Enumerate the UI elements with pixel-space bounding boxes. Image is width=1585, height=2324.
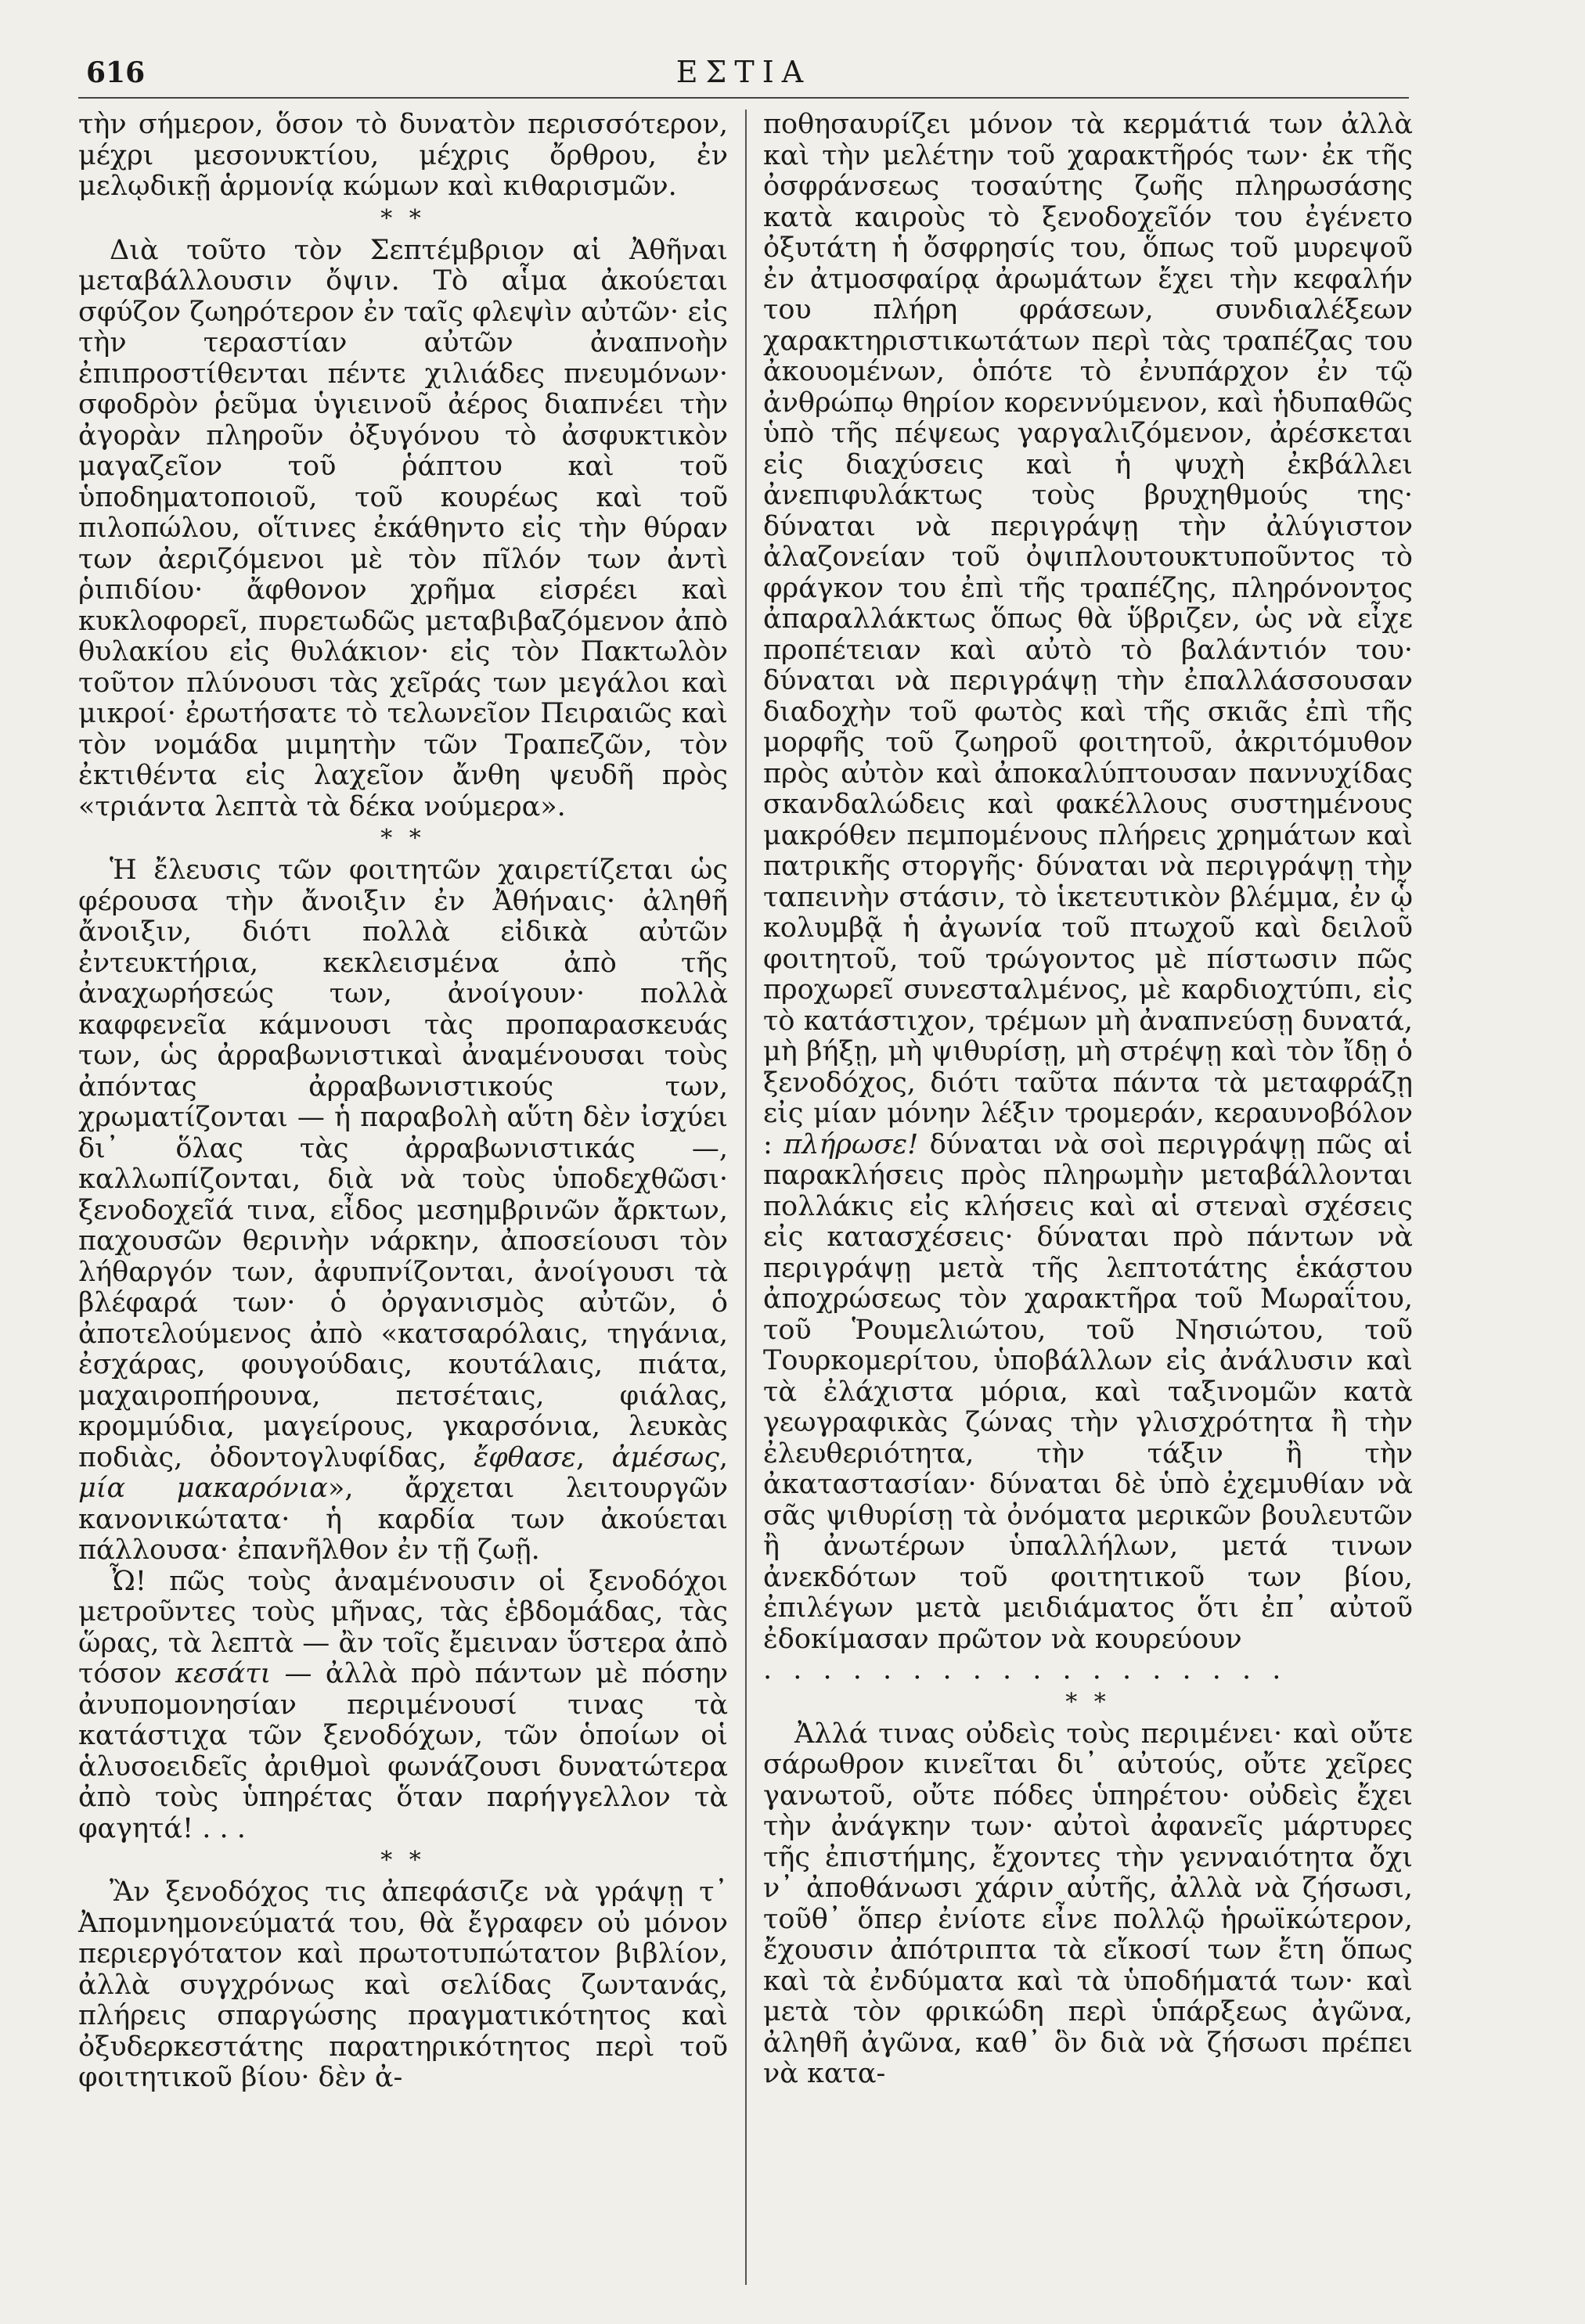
section-separator: * * xyxy=(380,1847,426,1874)
header-rule xyxy=(78,97,1409,99)
text-run: Ὦ! πῶς τοὺς ἀναμένουσιν οἱ ξενοδόχοι μετροῦντες τοὺς μῆνας, τὰς ἑβδομάδας, τὰς ὥρας, τὰ λεπτὰ — ἂν τοῖς ἔμειναν ὕστερα ἀπὸ τόσον xyxy=(78,1565,728,1689)
italic-text: ἔφθασε xyxy=(474,1441,576,1473)
text-run: δύναται νὰ σοὶ περιγράψῃ πῶς αἱ παρακλήσεις πρὸς πληρωμὴν μεταβάλλονται πολλάκις εἰς κλήσεις καὶ αἱ στεναὶ σχέσεις εἰς κατασχέσεις· δύναται πρὸ πάντων νὰ περιγράψῃ μετὰ τῆς λεπτοτάτης ἑκάστου ἀποχρώσεως τὸν χαρακτῆρα τοῦ Μωραΐτου, τοῦ Ῥουμελιώτου, τοῦ Νησιώτου, τοῦ Τουρκομερίτου, ὑποβάλλων εἰς ἀνάλυσιν καὶ τὰ ἐλάχιστα μόρια, καὶ ταξινομῶν κατὰ γεωγραφικὰς ζώνας τὴν γλισχρότητα ἢ τὴν ἐλευθεριότητα, τὴν τάξιν ἢ τὴν ἀκαταστασίαν· δύναται δὲ ὑπὸ ἐχεμυθίαν νὰ σᾶς ψιθυρίσῃ τὰ ὀνόματα μερικῶν βουλευτῶν ἢ ἀνωτέρων ὑπαλλήλων, μετά τινων ἀνεκδότων τοῦ φοιτητικοῦ των βίου, ἐπιλέγων μετὰ μειδιάματος ὅτι ἐπ᾽ αὐτοῦ ἐδοκίμασαν πρῶτον νὰ κουρεύουν xyxy=(763,1128,1413,1655)
text-run: , xyxy=(575,1441,612,1473)
italic-text: κεσάτι xyxy=(175,1658,272,1689)
left-paragraph-5: Ἂν ξενοδόχος τις ἀπεφάσιζε νὰ γράψῃ τ᾽ Ἀπομνημονεύματά του, θὰ ἔγραφεν οὐ μόνον περιεργότατον καὶ πρωτοτυπώτατον βιβλίον, ἀλλὰ συγχρόνως καὶ σελίδας ζωντανάς, πλήρεις σπαργώσης πραγματικότητος καὶ ὀξυδερκεστάτης παρατηρικότητος περὶ τοῦ φοιτητικοῦ βίου· δὲν ἀ- xyxy=(78,1876,728,2093)
italic-text: πλήρωσε! xyxy=(783,1128,919,1160)
right-paragraph-2: Ἀλλά τινας οὐδεὶς τοὺς περιμένει· καὶ οὔτε σάρωθρον κινεῖται δι᾽ αὐτούς, οὔτε χεῖρες γανωτοῦ, οὔτε πόδες ὑπηρέτου· οὐδεὶς ἔχει τὴν ἀνάγκην των· αὐτοὶ ἀφανεῖς μάρτυρες τῆς ἐπιστήμης, ἔχοντες τὴν γενναιότητα ὄχι ν᾽ ἀποθάνωσι χάριν αὐτῆς, ἀλλὰ νὰ ζήσωσι, τοῦθ᾽ ὅπερ ἐνίοτε εἶνε πολλῷ ἡρωϊκώτερον, ἔχουσιν ἀπότριπτα τὰ εἴκοσί των ἔτη ὅπως καὶ τὰ ἐνδύματα καὶ τὰ ὑποδήματά των· καὶ μετὰ τὸν φρικώδη περὶ ὑπάρξεως ἀγῶνα, ἀληθῆ ἀγῶνα, καθ᾽ ὃν διὰ νὰ ζήσωσι πρέπει νὰ κατα- xyxy=(763,1718,1413,2089)
right-paragraph-1 xyxy=(763,110,1413,1655)
section-separator: * * xyxy=(380,825,426,852)
ellipsis-line: . . . . . . . . . . . . . . . . . . xyxy=(763,1654,1288,1685)
italic-text: μία μακαρόνια xyxy=(78,1473,328,1504)
text-run: », ἄρχεται λειτουργῶν κανονικώτατα· ἡ καρδία των ἀκούεται πάλλουσα· ἐπανῆλθον ἐν τῇ ζωῇ. xyxy=(78,1473,729,1566)
text-run: , xyxy=(719,1441,728,1473)
page-header xyxy=(78,47,1409,110)
section-separator: * * xyxy=(1065,1688,1111,1716)
page-number: 616 xyxy=(86,56,146,89)
left-column xyxy=(78,110,728,2094)
left-paragraph-4 xyxy=(78,1567,728,1845)
text-run: — ἀλλὰ πρὸ πάντων μὲ πόσην ἀνυπομονησίαν περιμένουσί τινας τὰ κατάστιχα τῶν ξενοδόχων, τῶν ὁποίων οἱ ἁλυσοειδεῖς ἀριθμοὶ φωνάζουσι δυνατώτερα ἀπὸ τοὺς ὑπηρέτας ὅταν παρήγγελλον τὰ φαγητά! . . . xyxy=(78,1658,728,1844)
running-head: ΕΣΤΙΑ xyxy=(675,55,812,89)
left-paragraph-3 xyxy=(78,855,728,1567)
text-run: Ἡ ἔλευσις τῶν φοιτητῶν χαιρετίζεται ὡς φέρουσα τὴν ἄνοιξιν ἐν Ἀθήναις· ἀληθῆ ἄνοιξιν, διότι πολλὰ εἰδικὰ αὐτῶν ἐντευκτήρια, κεκλεισμένα ἀπὸ τῆς ἀναχωρήσεώς των, ἀνοίγουν· πολλὰ καφφενεῖα κάμνουσι τὰς προπαρασκευάς των, ὡς ἀρραβωνιστικαὶ ἀναμένουσαι τοὺς ἀπόντας ἀρραβωνιστικούς των, χρωματίζονται — ἡ παραβολὴ αὕτη δὲν ἰσχύει δι᾽ ὅλας τὰς ἀρραβωνιστικάς —, καλλωπίζονται, διὰ νὰ τοὺς ὑποδεχθῶσι· ξενοδοχεῖά τινα, εἶδος μεσημβρινῶν ἄρκτων, παχουσῶν θερινὴν νάρκην, ἀποσείουσι τὸν λήθαργόν των, ἀφυπνίζονται, ἀνοίγουσι τὰ βλέφαρά των· ὁ ὀργανισμὸς αὐτῶν, ὁ ἀποτελούμενος ἀπὸ «κατσαρόλαις, τηγάνια, ἐσχάρας, φουγούδαις, κουτάλαις, πιάτα, μαχαιροπήρουνα, πετσέταις, φιάλας, κρομμύδια, μαγείρους, γκαρσόνια, λευκὰς ποδιὰς, ὀδοντογλυφίδας, xyxy=(78,854,728,1473)
section-separator: * * xyxy=(380,204,426,232)
column-divider xyxy=(745,110,747,2285)
left-paragraph-1: τὴν σήμερον, ὅσον τὸ δυνατὸν περισσότερον, μέχρι μεσονυκτίου, μέχρις ὄρθρου, ἐν μελῳδικῇ ἁρμονίᾳ κώμων καὶ κιθαρισμῶν. xyxy=(78,109,728,202)
left-paragraph-2: Διὰ τοῦτο τὸν Σεπτέμβριον αἱ Ἀθῆναι μεταβάλλουσιν ὄψιν. Τὸ αἷμα ἀκούεται σφύζον ζωηρότερον ἐν ταῖς φλεψὶν αὐτῶν· εἰς τὴν τεραστίαν αὐτῶν ἀναπνοὴν ἐπιπροστίθενται πέντε χιλιάδες πνευμόνων· σφοδρὸν ῥεῦμα ὑγιεινοῦ ἀέρος διαπνέει τὴν ἀγορὰν πληροῦν ὀξυγόνου τὸ ἀσφυκτικὸν μαγαζεῖον τοῦ ῥάπτου καὶ τοῦ ὑποδηματοποιοῦ, τοῦ κουρέως καὶ τοῦ πιλοπώλου, οἵτινες ἐκάθηντο εἰς τὴν θύραν των ἀεριζόμενοι μὲ τὸν πῖλόν των ἀντὶ ῥιπιδίου· ἄφθονον χρῆμα εἰσρέει καὶ κυκλοφορεῖ, πυρετωδῶς μεταβιβαζόμενον ἀπὸ θυλακίου εἰς θυλάκιον· εἰς τὸν Πακτωλὸν τοῦτον πλύνουσι τὰς χεῖράς των μεγάλοι καὶ μικροί· ἐρωτήσατε τὸ τελωνεῖον Πειραιῶς καὶ τὸν νομάδα μιμητὴν τῶν Τραπεζῶν, τὸν ἐκτιθέντα εἰς λαχεῖον ἄνθη ψευδῆ πρὸς «τριάντα λεπτὰ τὰ δέκα νούμερα». xyxy=(78,234,728,822)
text-run: ποθησαυρίζει μόνον τὰ κερμάτιά των ἀλλὰ καὶ τὴν μελέτην τοῦ χαρακτῆρός των· ἐκ τῆς ὀσφράνσεως τοσαύτης ζωῆς πληρωσάσης κατὰ καιροὺς τὸ ξενοδοχεῖόν του ἐγένετο ὀξυτάτη ἡ ὄσφρησίς του, ὅπως τοῦ μυρεψοῦ ἐν ἀτμοσφαίρᾳ ἀρωμάτων ἔχει τὴν κεφαλήν του πλήρη φράσεων, συνδιαλέξεων χαρακτηριστικωτάτων περὶ τὰς τραπέζας του ἀκουομένων, ὁπότε τὸ ἐνυπάρχον ἐν τῷ ἀνθρώπῳ θηρίον κορεννύμενον, καὶ ἡδυπαθῶς ὑπὸ τῆς πέψεως γαργαλιζόμενον, ἀρέσκεται εἰς διαχύσεις καὶ ἡ ψυχὴ ἐκβάλλει ἀνεπιφυλάκτως τοὺς βρυχηθμούς της· δύναται νὰ περιγράψῃ τὴν ἀλύγιστον ἀλαζονείαν τοῦ ὀψιπλουτουκτυποῦντος τὸ φράγκον του ἐπὶ τῆς τραπέζης, πληρόνοντος ἀπαραλλάκτως ὅπως θὰ ὕβριζεν, ὡς νὰ εἶχε προπέτειαν καὶ αὐτὸ τὸ βαλάντιόν του· δύναται νὰ περιγράψῃ τὴν ἐπαλλάσσουσαν διαδοχὴν τοῦ φωτὸς καὶ τῆς σκιᾶς ἐπὶ τῆς μορφῆς τοῦ ζωηροῦ φοιτητοῦ, ἀκριτόμυθον πρὸς αὐτὸν καὶ ἀποκαλύπτουσαν παννυχίδας σκανδαλώδεις καὶ φακέλλους συστημένους μακρόθεν πεμπομένους πλήρεις χρημάτων καὶ πατρικῆς στοργῆς· δύναται νὰ περιγράψῃ τὴν ταπεινὴν στάσιν, τὸ ἱκετευτικὸν βλέμμα, ἐν ᾧ κολυμβᾷ ἡ ἀγωνία τοῦ πτωχοῦ καὶ δειλοῦ φοιτητοῦ, τοῦ τρώγοντος μὲ πίστωσιν πῶς προχωρεῖ συνεσταλμένος, μὲ καρδιοχτύπι, εἰς τὸ κατάστιχον, τρέμων μὴ ἀναπνεύσῃ δυνατά, μὴ βήξῃ, μὴ ψιθυρίσῃ, μὴ στρέψῃ καὶ τὸν ἴδῃ ὁ ξενοδόχος, διότι ταῦτα πάντα τὰ μεταφράζῃ εἰς μίαν μόνην λέξιν τρομεράν, κεραυνοβόλον : xyxy=(763,109,1413,1160)
italic-text: ἀμέσως xyxy=(611,1441,719,1473)
right-column xyxy=(763,110,1413,2090)
